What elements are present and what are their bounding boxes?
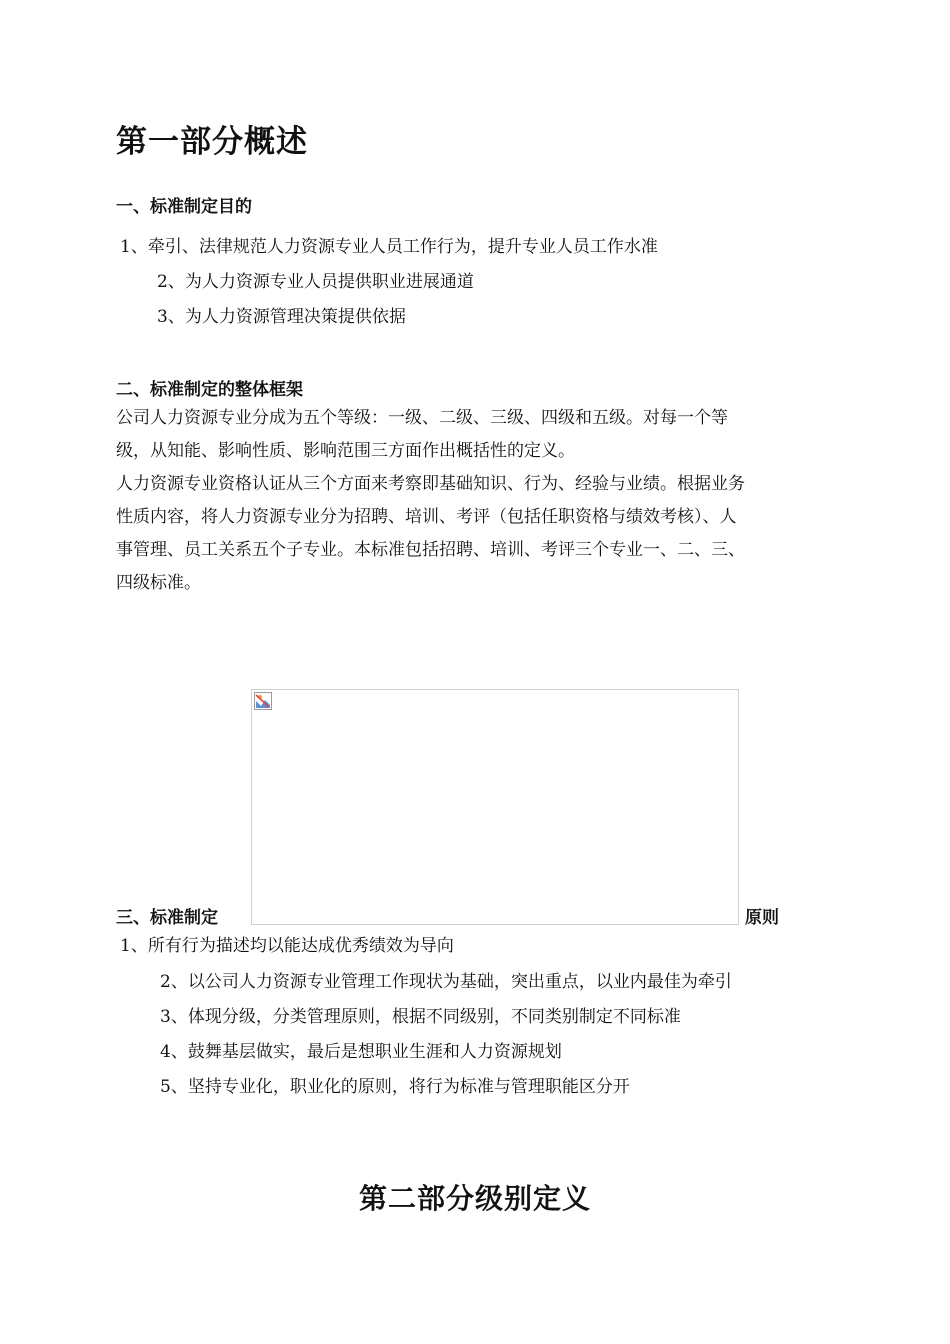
- section1-item-3: 3、为人力资源管理决策提供依据: [157, 307, 406, 327]
- broken-image-icon: [254, 692, 272, 710]
- section1-item-1: 1、牵引、法律规范人力资源专业人员工作行为，提升专业人员工作水准: [120, 237, 658, 257]
- section3-item-3: 3、体现分级，分类管理原则，根据不同级别，不同类别制定不同标准: [160, 1007, 681, 1027]
- section2-paragraph-1-line-1: 公司人力资源专业分成为五个等级：一级、二级、三级、四级和五级。对每一个等: [116, 408, 728, 428]
- section2-paragraph-1-line-2: 级，从知能、影响性质、影响范围三方面作出概括性的定义。: [116, 441, 575, 461]
- section2-paragraph-2: [116, 468, 831, 600]
- section1-item-2: 2、为人力资源专业人员提供职业进展通道: [157, 272, 474, 292]
- section2-paragraph-2-line-3: 事管理、员工关系五个子专业。本标准包括招聘、培训、考评三个专业一、二、三、: [116, 540, 745, 560]
- section2-paragraph-2-line-4: 四级标准。: [116, 573, 201, 593]
- part2-title: 第二部分级别定义: [358, 1182, 591, 1215]
- section3-item-4: 4、鼓舞基层做实，最后是想职业生涯和人力资源规划: [160, 1042, 562, 1062]
- part1-title: 第一部分概述: [116, 124, 308, 160]
- section2-paragraph-2-line-1: 人力资源专业资格认证从三个方面来考察即基础知识、行为、经验与业绩。根据业务: [116, 474, 745, 494]
- section2-paragraph-2-line-2: 性质内容，将人力资源专业分为招聘、培训、考评（包括任职资格与绩效考核）、人: [116, 507, 737, 527]
- section3-heading-left: 三、标准制定: [116, 908, 218, 928]
- section2-heading: 二、标准制定的整体框架: [116, 380, 303, 400]
- section3-item-2: 2、以公司人力资源专业管理工作现状为基础，突出重点，以业内最佳为牵引: [160, 972, 732, 992]
- section3-item-1: 1、所有行为描述均以能达成优秀绩效为导向: [120, 936, 454, 956]
- section1-heading: 一、标准制定目的: [116, 197, 252, 217]
- section3-item-5: 5、坚持专业化，职业化的原则，将行为标准与管理职能区分开: [160, 1077, 630, 1097]
- section3-heading-right: 原则: [745, 908, 779, 928]
- section2-paragraph-1: [116, 402, 831, 468]
- embedded-image: [251, 689, 739, 925]
